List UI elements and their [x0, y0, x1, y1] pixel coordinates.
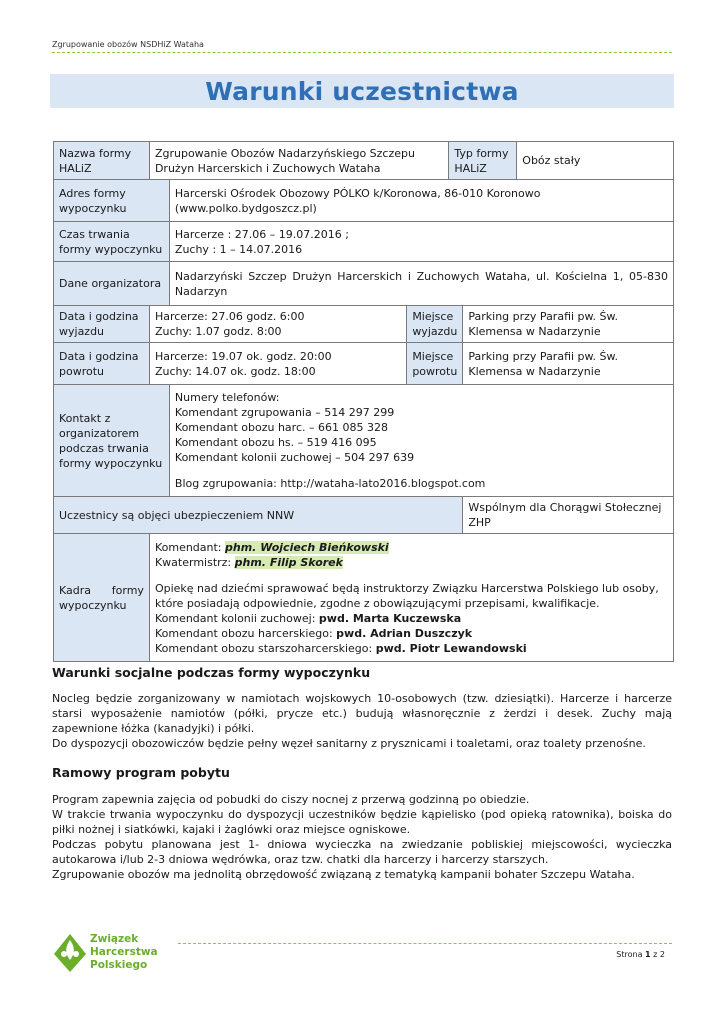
header-org: Zgrupowanie obozów NSDHiZ Wataha — [52, 40, 204, 49]
nazwa-value: Zgrupowanie Obozów Nadarzyńskiego Szczepu Drużyn Harcerskich i Zuchowych Wataha — [149, 142, 448, 180]
wyjazd-line2: Zuchy: 1.07 godz. 8:00 — [154, 325, 282, 338]
wyjazd-line1: Harcerze: 27.06 godz. 6:00 — [154, 310, 305, 323]
typ-value: Obóz stały — [517, 142, 674, 180]
wyjazd-label: Data i godzina wyjazdu — [54, 306, 150, 343]
zhp-lily-icon — [52, 928, 172, 976]
row-powrot — [54, 343, 674, 385]
powrot-line2: Zuchy: 14.07 ok. godz. 18:00 — [154, 364, 316, 378]
kadra-label: Kadra formy wypoczynku — [54, 534, 150, 662]
kolonia-name: pwd. Marta Kuczewska — [318, 611, 462, 625]
kontakt-line: Komendant kolonii zuchowej – 504 297 639 — [174, 451, 415, 464]
dane-value: Nadarzyński Szczep Drużyn Harcerskich i Zuchowych Wataha, ul. Kościelna 1, 05-830 Nadarzyn — [169, 262, 673, 306]
kwatermistrz-name: phm. Filip Skorek — [234, 555, 343, 569]
program-paragraph: Program zapewnia zajęcia od pobudki do ciszy nocnej z przerwą godzinną po obiedzie. — [52, 793, 530, 806]
miejsce-wyjazdu-value: Parking przy Parafii pw. Św. Klemensa w Nadarzynie — [463, 306, 674, 343]
miejsce-wyjazdu-label: Miejsce wyjazdu — [407, 306, 463, 343]
starszo-prefix: Komendant obozu starszoharcerskiego: — [154, 641, 376, 655]
nazwa-label: Nazwa formy HALiZ — [54, 142, 150, 180]
harc-prefix: Komendant obozu harcerskiego: — [154, 626, 337, 640]
page-total: 2 — [659, 950, 665, 959]
miejsce-powrotu-value: Parking przy Parafii pw. Św. Klemensa w Nadarzynie — [463, 343, 674, 385]
socjalne-paragraph: Do dyspozycji obozowiczów będzie pełny węzeł sanitarny z prysznicami i toaletami, oraz toalety przenośne. — [52, 737, 646, 750]
wyjazd-value — [149, 306, 406, 343]
harc-line — [155, 626, 668, 641]
footer-divider — [178, 943, 672, 944]
komendant-name: phm. Wojciech Bieńkowski — [225, 540, 389, 554]
logo-line2: Harcerstwa — [90, 946, 158, 958]
title-band — [50, 74, 674, 108]
info-table — [53, 141, 674, 662]
page-current: 1 — [645, 950, 651, 959]
kontakt-line: Komendant obozu harc. – 661 085 328 — [174, 421, 388, 434]
program-heading: Ramowy program pobytu — [52, 765, 230, 780]
socjalne-body — [52, 691, 672, 751]
program-body — [52, 792, 672, 882]
kwatermistrz-line — [155, 555, 668, 570]
logo-line3: Polskiego — [90, 959, 148, 971]
starszo-line — [155, 641, 668, 656]
row-wyjazd — [54, 306, 674, 343]
program-paragraph: Zgrupowanie obozów ma jednolitą obrzędowość związaną z tematyką kampanii bohater Szczepu Wataha. — [52, 868, 635, 881]
socjalne-heading: Warunki socjalne podczas formy wypoczynku — [52, 665, 371, 680]
harc-name: pwd. Adrian Duszczyk — [336, 626, 473, 640]
powrot-label: Data i godzina powrotu — [54, 343, 150, 385]
miejsce-powrotu-label: Miejsce powrotu — [407, 343, 463, 385]
komendant-prefix: Komendant: — [154, 540, 226, 554]
powrot-line1: Harcerze: 19.07 ok. godz. 20:00 — [154, 349, 332, 363]
adres-label: Adres formy wypoczynku — [54, 180, 170, 222]
kontakt-line: Komendant zgrupowania – 514 297 299 — [174, 406, 395, 419]
row-dane — [54, 262, 674, 306]
czas-label: Czas trwania formy wypoczynku — [54, 222, 170, 262]
logo-line1: Związek — [90, 933, 139, 945]
kontakt-value — [169, 385, 673, 497]
page-sep: z — [650, 950, 660, 959]
row-nnw — [54, 497, 674, 534]
opieka-text: Opiekę nad dziećmi sprawować będą instruktorzy Związku Harcerstwa Polskiego lub osoby, które posiadają odpowiednie, zgodne z obowiązującymi przepisami, kwalifikacje. — [154, 581, 659, 610]
typ-label: Typ formy HALiZ — [449, 142, 517, 180]
czas-line2: Zuchy : 1 – 14.07.2016 — [174, 242, 303, 256]
row-nazwa — [54, 142, 674, 180]
dane-label: Dane organizatora — [54, 262, 170, 306]
row-kontakt — [54, 385, 674, 497]
blog-link[interactable]: Blog zgrupowania: http://wataha-lato2016.blogspot.com — [174, 477, 486, 490]
header-divider — [52, 52, 672, 53]
kolonia-prefix: Komendant kolonii zuchowej: — [154, 611, 319, 625]
adres-value: Harcerski Ośrodek Obozowy PÓLKO k/Koronowa, 86-010 Koronowo (www.polko.bydgoszcz.pl) — [169, 180, 673, 222]
kontakt-line: Numery telefonów: — [174, 391, 280, 404]
kontakt-line: Komendant obozu hs. – 519 416 095 — [174, 436, 377, 449]
kadra-value — [149, 534, 673, 662]
page-prefix: Strona — [616, 950, 646, 959]
komendant-line — [155, 540, 668, 555]
powrot-value — [149, 343, 406, 385]
row-czas — [54, 222, 674, 262]
kwatermistrz-prefix: Kwatermistrz: — [154, 555, 235, 569]
kolonia-line — [155, 611, 668, 626]
page-title: Warunki uczestnictwa — [205, 76, 519, 106]
nnw-value: Wspólnym dla Chorągwi Stołecznej ZHP — [463, 497, 674, 534]
row-kadra — [54, 534, 674, 662]
program-paragraph: Podczas pobytu planowana jest 1- dniowa wycieczka na zwiedzanie pobliskiej miejscowości, wycieczka autokarowa i/lub 2-3 dniowa wędrówka, oraz tzw. chatki dla harcerzy i harcerzy starszych. — [52, 838, 672, 866]
zhp-logo — [52, 928, 172, 976]
program-paragraph: W trakcie trwania wypoczynku do dyspozycji uczestników będzie kąpielisko (pod opieką ratownika), boiska do piłki nożnej i siatkówki, kajaki i żaglówki oraz miejsce ogniskowe. — [52, 808, 672, 836]
nnw-label: Uczestnicy są objęci ubezpieczeniem NNW — [54, 497, 463, 534]
starszo-name: pwd. Piotr Lewandowski — [375, 641, 527, 655]
page-number — [616, 950, 665, 959]
kontakt-label: Kontakt z organizatorem podczas trwania formy wypoczynku — [54, 385, 170, 497]
czas-line1: Harcerze : 27.06 – 19.07.2016 ; — [174, 227, 349, 241]
socjalne-paragraph: Nocleg będzie zorganizowany w namiotach wojskowych 10-osobowych (tzw. dziesiątki). Harcerze i harcerze starsi wyposażenie namiotów (półki, prycze etc.) budują własnoręcznie z żerdzi i desek. Zuchy mają zapewnione łóżka (kanadyjki) i półki. — [52, 692, 672, 735]
row-adres — [54, 180, 674, 222]
czas-value — [169, 222, 673, 262]
